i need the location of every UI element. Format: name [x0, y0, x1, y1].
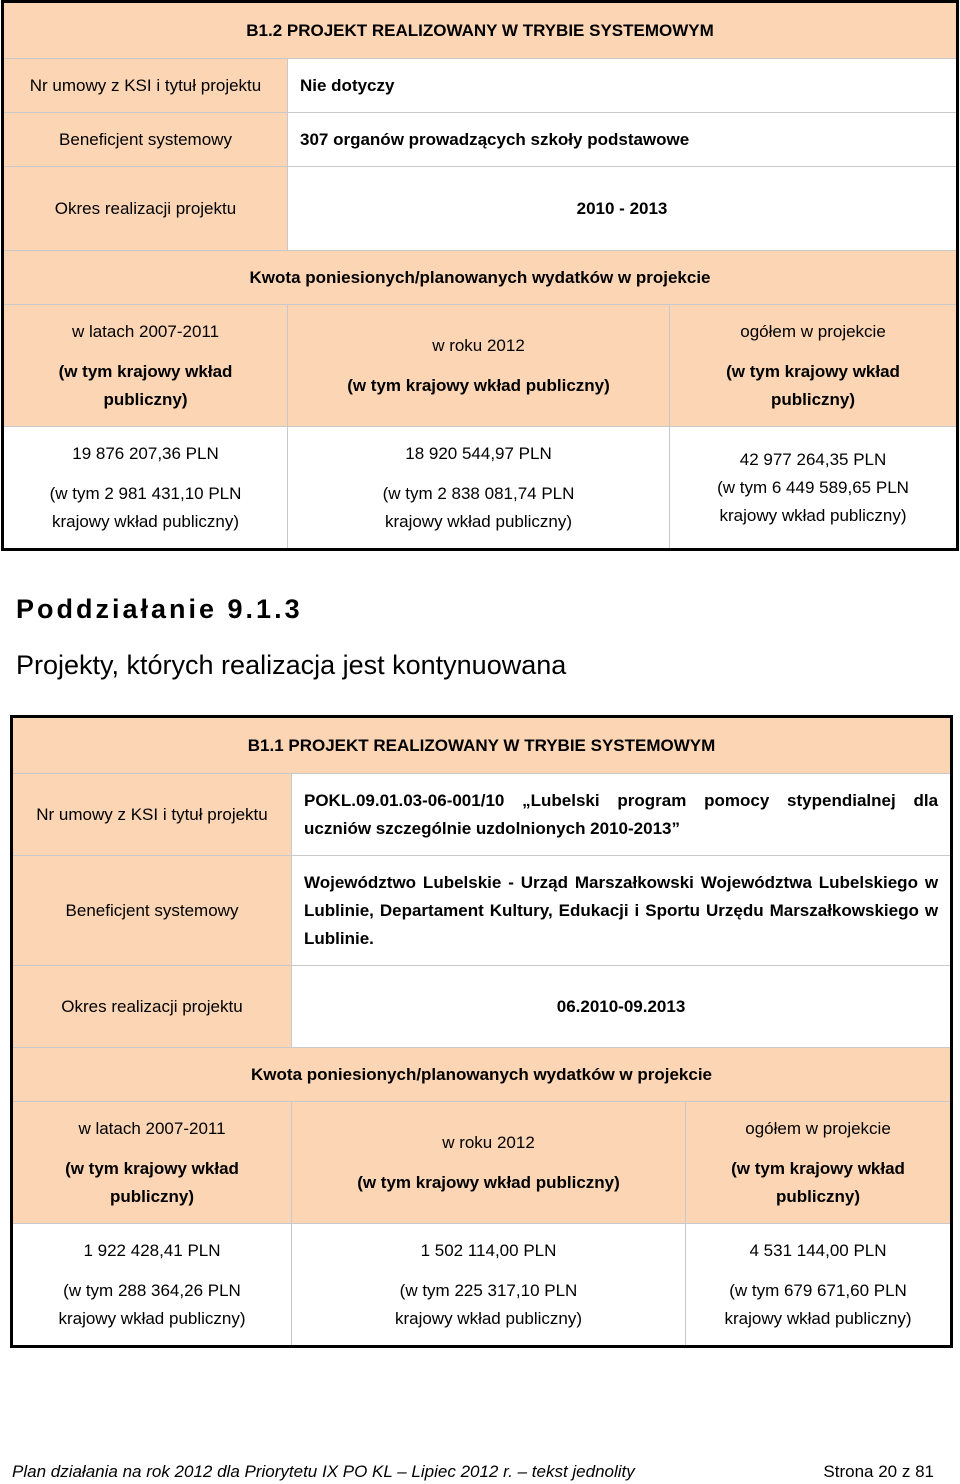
contract-value: Nie dotyczy — [288, 59, 957, 113]
section-subtitle: Projekty, których realizacja jest kontynuowana — [16, 650, 567, 680]
column-header: w roku 2012 (w tym krajowy wkład publiczny) — [292, 1102, 686, 1224]
beneficiary-value: 307 organów prowadzących szkoły podstawowe — [288, 113, 957, 167]
value-cell: 1 922 428,41 PLN (w tym 288 364,26 PLN krajowy wkład publiczny) — [13, 1224, 292, 1346]
column-header: ogółem w projekcie (w tym krajowy wkład publiczny) — [670, 305, 957, 427]
footer-document-title: Plan działania na rok 2012 dla Priorytetu IX PO KL – Lipiec 2012 r. – tekst jednolity — [12, 1462, 635, 1481]
table-header: B1.1 PROJEKT REALIZOWANY W TRYBIE SYSTEMOWYM — [13, 718, 951, 774]
column-header: w latach 2007-2011 (w tym krajowy wkład publiczny) — [13, 1102, 292, 1224]
value-cell: 18 920 544,97 PLN (w tym 2 838 081,74 PLN krajowy wkład publiczny) — [288, 427, 670, 549]
table-header: B1.2 PROJEKT REALIZOWANY W TRYBIE SYSTEMOWYM — [4, 3, 957, 59]
section-title: Poddziałanie 9.1.3 — [16, 594, 303, 624]
costs-header: Kwota poniesionych/planowanych wydatków w projekcie — [4, 251, 957, 305]
column-header: w latach 2007-2011 (w tym krajowy wkład publiczny) — [4, 305, 288, 427]
page-footer — [12, 1462, 934, 1482]
period-value: 2010 - 2013 — [288, 167, 957, 251]
column-header: ogółem w projekcie (w tym krajowy wkład publiczny) — [686, 1102, 951, 1224]
contract-label: Nr umowy z KSI i tytuł projektu — [4, 59, 288, 113]
period-label: Okres realizacji projektu — [13, 966, 292, 1048]
contract-label: Nr umowy z KSI i tytuł projektu — [13, 774, 292, 856]
beneficiary-label: Beneficjent systemowy — [4, 113, 288, 167]
contract-value: POKL.09.01.03-06-001/10 „Lubelski program pomocy stypendialnej dla uczniów szczególnie uzdolnionych 2010-2013” — [292, 774, 951, 856]
value-cell: 4 531 144,00 PLN (w tym 679 671,60 PLN krajowy wkład publiczny) — [686, 1224, 951, 1346]
value-cell: 19 876 207,36 PLN (w tym 2 981 431,10 PLN krajowy wkład publiczny) — [4, 427, 288, 549]
project-table-b11 — [12, 717, 951, 1346]
costs-header: Kwota poniesionych/planowanych wydatków w projekcie — [13, 1048, 951, 1102]
value-cell: 1 502 114,00 PLN (w tym 225 317,10 PLN krajowy wkład publiczny) — [292, 1224, 686, 1346]
column-header: w roku 2012 (w tym krajowy wkład publiczny) — [288, 305, 670, 427]
value-cell: 42 977 264,35 PLN (w tym 6 449 589,65 PLN krajowy wkład publiczny) — [670, 427, 957, 549]
page-number: Strona 20 z 81 — [823, 1462, 934, 1481]
period-value: 06.2010-09.2013 — [292, 966, 951, 1048]
beneficiary-value: Województwo Lubelskie - Urząd Marszałkowski Województwa Lubelskiego w Lublinie, Departament Kultury, Edukacji i Sportu Urzędu Marszałkowskiego w Lublinie. — [292, 856, 951, 966]
project-table-b12 — [3, 2, 957, 549]
beneficiary-label: Beneficjent systemowy — [13, 856, 292, 966]
period-label: Okres realizacji projektu — [4, 167, 288, 251]
